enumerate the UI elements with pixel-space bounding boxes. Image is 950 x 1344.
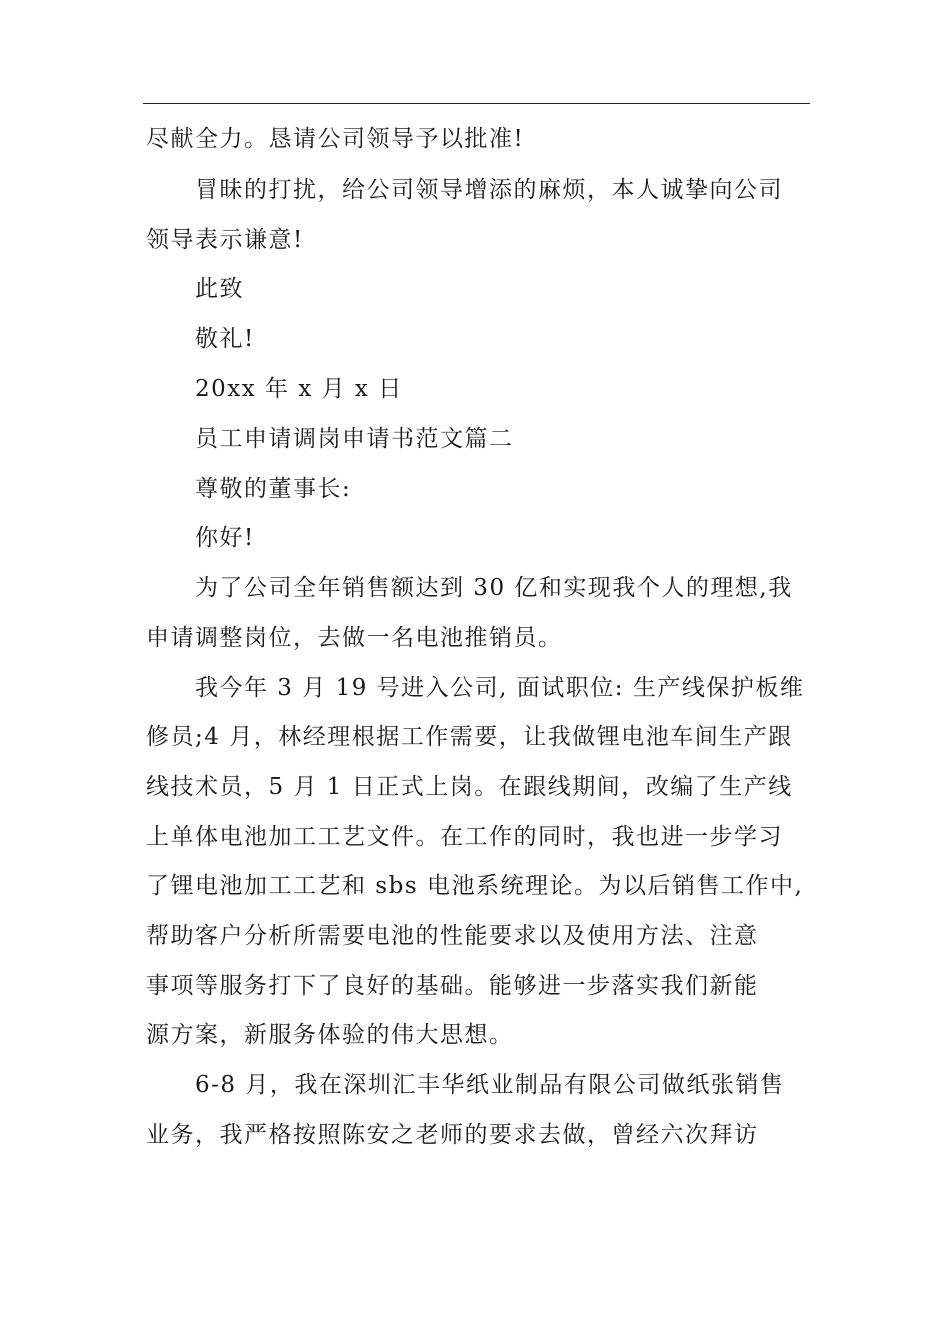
closing-salutation: 此致: [195, 276, 244, 302]
date-line: 20xx 年 x 月 x 日: [195, 376, 403, 402]
text-line: 源方案，新服务体验的伟大思想。: [146, 1022, 514, 1048]
text-line: 6-8 月，我在深圳汇丰华纸业制品有限公司做纸张销售: [195, 1072, 785, 1098]
section-title: 员工申请调岗申请书范文篇二: [195, 426, 514, 452]
text-line: 为了公司全年销售额达到 30 亿和实现我个人的理想,我: [195, 575, 793, 601]
text-line: 修员;4 月，林经理根据工作需要，让我做锂电池车间生产跟: [146, 724, 793, 750]
closing-regards: 敬礼!: [195, 326, 255, 352]
text-line: 冒昧的打扰，给公司领导增添的麻烦，本人诚挚向公司: [195, 177, 783, 203]
text-line: 尽献全力。恳请公司领导予以批准!: [146, 126, 525, 152]
text-line: 线技术员，5 月 1 日正式上岗。在跟线期间，改编了生产线: [146, 774, 793, 800]
text-line: 上单体电池加工工艺文件。在工作的同时，我也进一步学习: [146, 824, 783, 850]
text-line: 事项等服务打下了良好的基础。能够进一步落实我们新能: [146, 973, 759, 999]
text-line: 申请调整岗位，去做一名电池推销员。: [146, 625, 563, 651]
greeting: 你好!: [195, 525, 255, 551]
greeting-recipient: 尊敬的董事长:: [195, 476, 352, 502]
text-line: 帮助客户分析所需要电池的性能要求以及使用方法、注意: [146, 923, 759, 949]
text-line: 领导表示谦意!: [146, 227, 304, 253]
text-line: 业务，我严格按照陈安之老师的要求去做，曾经六次拜访: [146, 1122, 759, 1148]
text-line: 了锂电池加工工艺和 sbs 电池系统理论。为以后销售工作中,: [146, 873, 804, 899]
header-rule: [143, 103, 810, 104]
text-line: 我今年 3 月 19 号进入公司, 面试职位: 生产线保护板维: [195, 675, 805, 701]
